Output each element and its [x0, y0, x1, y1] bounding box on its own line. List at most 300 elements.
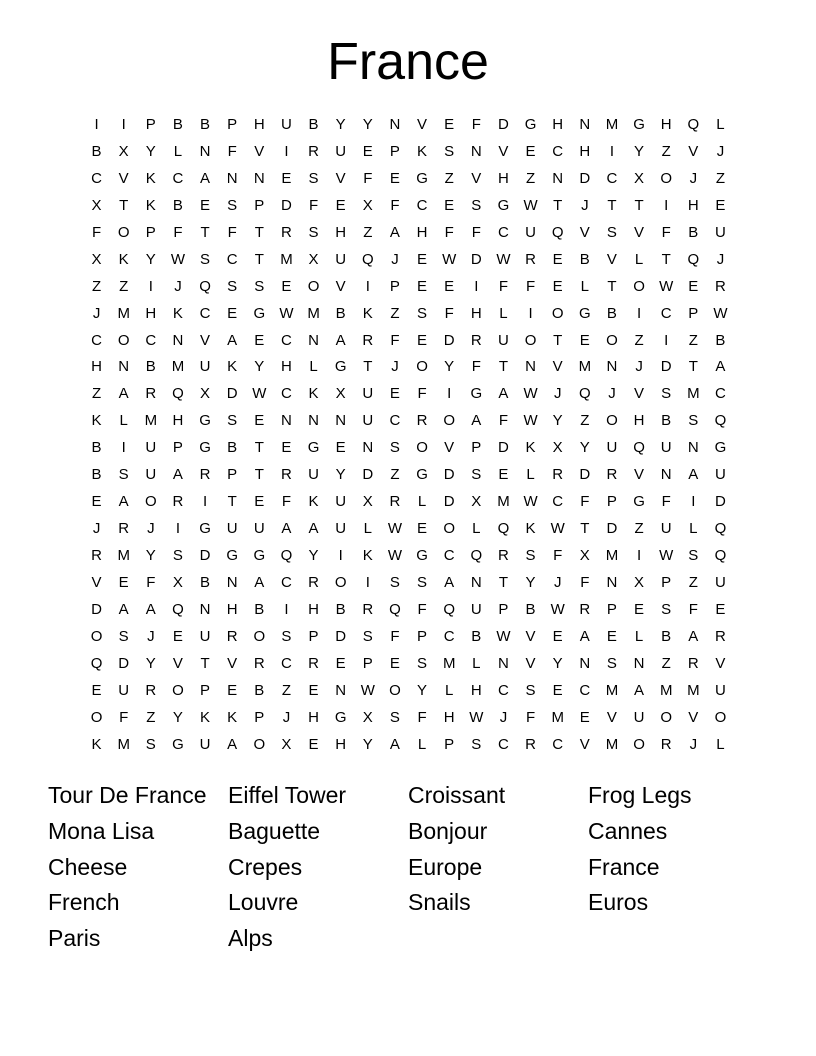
grid-letter[interactable]: T: [254, 223, 264, 241]
grid-letter[interactable]: S: [200, 250, 211, 268]
grid-letter[interactable]: H: [308, 708, 319, 726]
grid-letter[interactable]: G: [253, 304, 266, 322]
grid-letter[interactable]: Z: [715, 169, 726, 187]
grid-letter[interactable]: V: [552, 358, 563, 376]
grid-letter[interactable]: A: [308, 520, 319, 538]
grid-letter[interactable]: D: [498, 439, 509, 457]
grid-letter[interactable]: E: [552, 627, 563, 645]
grid-letter[interactable]: C: [281, 654, 292, 672]
grid-letter[interactable]: T: [661, 250, 671, 268]
grid-letter[interactable]: Y: [335, 116, 346, 133]
grid-letter[interactable]: E: [579, 331, 590, 349]
grid-letter[interactable]: S: [606, 223, 617, 241]
grid-letter[interactable]: G: [416, 169, 428, 187]
grid-letter[interactable]: Q: [172, 600, 184, 618]
grid-letter[interactable]: S: [417, 573, 428, 591]
grid-letter[interactable]: E: [688, 277, 699, 295]
grid-letter[interactable]: Z: [444, 169, 454, 187]
grid-letter[interactable]: D: [226, 385, 238, 403]
grid-letter[interactable]: Z: [634, 520, 644, 538]
grid-letter[interactable]: N: [199, 600, 211, 618]
grid-letter[interactable]: O: [606, 412, 618, 430]
grid-letter[interactable]: H: [470, 304, 482, 322]
grid-letter[interactable]: T: [254, 250, 264, 268]
grid-letter[interactable]: S: [688, 547, 699, 564]
grid-letter[interactable]: V: [227, 654, 238, 672]
grid-letter[interactable]: C: [443, 627, 455, 645]
grid-letter[interactable]: W: [523, 493, 538, 511]
grid-letter[interactable]: R: [172, 493, 184, 511]
grid-letter[interactable]: Q: [497, 520, 510, 538]
grid-letter[interactable]: J: [689, 169, 698, 187]
grid-letter[interactable]: L: [309, 358, 318, 376]
grid-letter[interactable]: O: [606, 331, 618, 349]
grid-letter[interactable]: U: [470, 600, 482, 618]
grid-letter[interactable]: A: [715, 358, 726, 376]
grid-letter[interactable]: P: [606, 493, 617, 511]
grid-letter[interactable]: R: [145, 681, 157, 699]
grid-letter[interactable]: D: [715, 493, 726, 511]
grid-letter[interactable]: W: [387, 520, 403, 538]
grid-letter[interactable]: C: [226, 250, 238, 268]
grid-letter[interactable]: I: [664, 196, 669, 214]
grid-letter[interactable]: B: [200, 116, 211, 133]
grid-letter[interactable]: H: [416, 223, 428, 241]
grid-letter[interactable]: M: [280, 250, 293, 268]
grid-letter[interactable]: M: [605, 116, 619, 133]
grid-letter[interactable]: F: [661, 493, 671, 511]
grid-letter[interactable]: E: [281, 169, 292, 187]
grid-letter[interactable]: L: [363, 520, 372, 538]
grid-letter[interactable]: N: [579, 116, 591, 133]
grid-letter[interactable]: S: [281, 627, 292, 645]
grid-letter[interactable]: X: [362, 708, 373, 726]
grid-letter[interactable]: P: [471, 439, 482, 457]
grid-letter[interactable]: G: [714, 439, 727, 457]
grid-letter[interactable]: F: [173, 223, 183, 241]
grid-letter[interactable]: S: [389, 573, 400, 591]
grid-letter[interactable]: J: [716, 142, 725, 160]
grid-letter[interactable]: H: [443, 708, 455, 726]
grid-letter[interactable]: A: [389, 223, 400, 241]
grid-letter[interactable]: M: [578, 358, 592, 376]
grid-letter[interactable]: K: [227, 708, 238, 726]
grid-letter[interactable]: S: [254, 277, 265, 295]
grid-letter[interactable]: S: [118, 627, 129, 645]
grid-letter[interactable]: L: [526, 466, 535, 484]
grid-letter[interactable]: Q: [687, 116, 700, 133]
grid-letter[interactable]: E: [417, 520, 428, 538]
grid-letter[interactable]: O: [172, 681, 184, 699]
grid-letter[interactable]: Y: [417, 681, 428, 699]
grid-letter[interactable]: A: [498, 385, 509, 403]
grid-letter[interactable]: N: [606, 573, 618, 591]
grid-letter[interactable]: B: [661, 412, 672, 430]
grid-letter[interactable]: J: [92, 520, 101, 538]
grid-letter[interactable]: T: [688, 358, 698, 376]
grid-letter[interactable]: S: [525, 681, 536, 699]
grid-letter[interactable]: L: [173, 142, 183, 160]
grid-letter[interactable]: U: [660, 439, 672, 457]
grid-letter[interactable]: A: [281, 520, 292, 538]
grid-letter[interactable]: M: [117, 735, 130, 753]
grid-letter[interactable]: P: [145, 116, 156, 133]
grid-letter[interactable]: C: [91, 169, 102, 187]
grid-letter[interactable]: F: [471, 223, 481, 241]
grid-letter[interactable]: D: [660, 358, 672, 376]
grid-letter[interactable]: J: [553, 385, 562, 403]
grid-letter[interactable]: E: [91, 681, 102, 699]
grid-letter[interactable]: U: [715, 466, 726, 484]
grid-letter[interactable]: G: [334, 708, 347, 726]
grid-letter[interactable]: O: [633, 277, 645, 295]
grid-letter[interactable]: V: [579, 735, 590, 753]
grid-letter[interactable]: I: [447, 385, 452, 403]
grid-letter[interactable]: J: [174, 277, 182, 295]
grid-letter[interactable]: V: [254, 142, 265, 160]
grid-letter[interactable]: F: [444, 304, 454, 322]
grid-letter[interactable]: P: [606, 600, 617, 618]
grid-letter[interactable]: X: [362, 493, 373, 511]
grid-letter[interactable]: T: [254, 466, 264, 484]
grid-letter[interactable]: R: [362, 331, 374, 349]
grid-letter[interactable]: G: [199, 412, 211, 430]
grid-letter[interactable]: P: [389, 277, 400, 295]
grid-letter[interactable]: C: [715, 385, 726, 403]
grid-letter[interactable]: I: [94, 116, 99, 133]
grid-letter[interactable]: K: [525, 439, 536, 457]
grid-letter[interactable]: A: [145, 600, 156, 618]
grid-letter[interactable]: R: [253, 654, 265, 672]
grid-letter[interactable]: X: [200, 385, 211, 403]
grid-letter[interactable]: V: [91, 573, 102, 591]
grid-letter[interactable]: N: [335, 681, 347, 699]
grid-letter[interactable]: S: [227, 196, 238, 214]
grid-letter[interactable]: Y: [335, 466, 346, 484]
grid-letter[interactable]: S: [227, 412, 238, 430]
grid-letter[interactable]: Q: [714, 412, 727, 430]
grid-letter[interactable]: E: [417, 277, 428, 295]
grid-letter[interactable]: R: [525, 250, 536, 268]
grid-letter[interactable]: J: [581, 196, 589, 214]
grid-letter[interactable]: S: [606, 654, 617, 672]
grid-letter[interactable]: L: [445, 681, 454, 699]
grid-letter[interactable]: N: [687, 439, 699, 457]
grid-letter[interactable]: K: [362, 304, 373, 322]
grid-letter[interactable]: H: [687, 196, 699, 214]
grid-letter[interactable]: D: [579, 466, 591, 484]
grid-letter[interactable]: W: [496, 250, 511, 268]
grid-letter[interactable]: N: [633, 654, 645, 672]
grid-letter[interactable]: O: [443, 412, 456, 430]
grid-letter[interactable]: L: [716, 735, 725, 753]
grid-letter[interactable]: C: [91, 331, 102, 349]
grid-letter[interactable]: W: [496, 627, 511, 645]
grid-letter[interactable]: N: [579, 654, 591, 672]
grid-letter[interactable]: M: [144, 412, 158, 430]
grid-letter[interactable]: M: [307, 304, 320, 322]
grid-letter[interactable]: F: [688, 600, 698, 618]
grid-letter[interactable]: U: [715, 223, 726, 241]
grid-letter[interactable]: K: [172, 304, 183, 322]
grid-letter[interactable]: N: [226, 169, 238, 187]
grid-letter[interactable]: C: [498, 681, 509, 699]
grid-letter[interactable]: F: [580, 493, 590, 511]
grid-letter[interactable]: I: [609, 142, 615, 160]
grid-letter[interactable]: R: [552, 466, 564, 484]
grid-letter[interactable]: N: [172, 331, 184, 349]
grid-letter[interactable]: L: [119, 412, 128, 430]
grid-letter[interactable]: Z: [661, 142, 671, 160]
grid-letter[interactable]: A: [634, 681, 645, 699]
grid-letter[interactable]: U: [145, 466, 157, 484]
grid-letter[interactable]: S: [471, 196, 482, 214]
grid-letter[interactable]: Y: [444, 358, 455, 376]
grid-letter[interactable]: G: [307, 439, 320, 457]
grid-letter[interactable]: W: [170, 250, 186, 268]
grid-letter[interactable]: E: [254, 493, 265, 511]
grid-letter[interactable]: G: [199, 439, 211, 457]
grid-letter[interactable]: H: [335, 223, 347, 241]
grid-letter[interactable]: F: [471, 358, 481, 376]
grid-letter[interactable]: R: [91, 547, 102, 564]
grid-letter[interactable]: C: [443, 547, 455, 564]
grid-letter[interactable]: U: [335, 142, 347, 160]
grid-letter[interactable]: S: [389, 708, 400, 726]
grid-letter[interactable]: R: [715, 277, 726, 295]
grid-letter[interactable]: N: [552, 169, 564, 187]
grid-letter[interactable]: N: [606, 358, 618, 376]
grid-letter[interactable]: S: [471, 466, 482, 484]
grid-letter[interactable]: R: [362, 600, 374, 618]
grid-letter[interactable]: J: [282, 708, 291, 726]
grid-letter[interactable]: G: [199, 520, 211, 538]
grid-letter[interactable]: M: [605, 681, 619, 699]
grid-letter[interactable]: P: [308, 627, 319, 645]
grid-letter[interactable]: E: [335, 439, 346, 457]
grid-letter[interactable]: N: [226, 573, 238, 591]
grid-letter[interactable]: E: [715, 196, 726, 214]
grid-letter[interactable]: O: [117, 223, 130, 241]
grid-letter[interactable]: A: [444, 573, 455, 591]
grid-letter[interactable]: F: [498, 412, 509, 430]
grid-letter[interactable]: I: [636, 304, 642, 322]
grid-letter[interactable]: T: [119, 196, 129, 214]
grid-letter[interactable]: R: [226, 627, 238, 645]
grid-letter[interactable]: P: [172, 439, 183, 457]
grid-letter[interactable]: V: [579, 223, 590, 241]
grid-letter[interactable]: R: [308, 654, 319, 672]
grid-letter[interactable]: H: [281, 358, 292, 376]
grid-letter[interactable]: A: [227, 735, 238, 753]
grid-letter[interactable]: U: [525, 223, 536, 241]
grid-letter[interactable]: F: [390, 627, 400, 645]
grid-letter[interactable]: X: [172, 573, 183, 591]
grid-letter[interactable]: M: [442, 654, 456, 672]
grid-letter[interactable]: V: [525, 627, 536, 645]
grid-letter[interactable]: L: [580, 277, 589, 295]
grid-letter[interactable]: H: [91, 358, 102, 376]
grid-letter[interactable]: R: [606, 466, 618, 484]
grid-letter[interactable]: U: [199, 735, 211, 753]
grid-letter[interactable]: R: [308, 142, 319, 160]
grid-letter[interactable]: Y: [145, 142, 156, 160]
grid-letter[interactable]: Q: [551, 223, 564, 241]
grid-letter[interactable]: O: [416, 358, 428, 376]
grid-letter[interactable]: C: [172, 169, 184, 187]
grid-letter[interactable]: B: [172, 116, 183, 133]
grid-letter[interactable]: Z: [281, 681, 292, 699]
grid-letter[interactable]: E: [254, 331, 265, 349]
grid-letter[interactable]: C: [281, 385, 292, 403]
grid-letter[interactable]: M: [687, 385, 700, 403]
grid-letter[interactable]: Q: [280, 547, 293, 564]
grid-letter[interactable]: V: [688, 708, 699, 726]
grid-letter[interactable]: S: [308, 223, 319, 241]
grid-letter[interactable]: H: [552, 116, 564, 133]
grid-letter[interactable]: V: [200, 331, 211, 349]
grid-letter[interactable]: O: [117, 331, 130, 349]
grid-letter[interactable]: G: [578, 304, 591, 322]
grid-letter[interactable]: E: [606, 627, 617, 645]
grid-letter[interactable]: U: [118, 681, 130, 699]
grid-letter[interactable]: N: [308, 331, 319, 349]
grid-letter[interactable]: F: [525, 708, 536, 726]
grid-letter[interactable]: K: [145, 196, 156, 214]
grid-letter[interactable]: E: [335, 196, 346, 214]
grid-letter[interactable]: F: [390, 196, 400, 214]
grid-letter[interactable]: U: [715, 681, 726, 699]
grid-letter[interactable]: G: [226, 547, 239, 564]
grid-letter[interactable]: C: [281, 573, 292, 591]
grid-letter[interactable]: B: [254, 681, 265, 699]
grid-letter[interactable]: I: [474, 277, 479, 295]
grid-letter[interactable]: I: [121, 439, 126, 457]
grid-letter[interactable]: H: [470, 681, 482, 699]
grid-letter[interactable]: D: [199, 547, 211, 564]
grid-letter[interactable]: S: [308, 169, 319, 187]
grid-letter[interactable]: P: [661, 573, 672, 591]
grid-letter[interactable]: E: [281, 277, 292, 295]
grid-letter[interactable]: D: [443, 331, 455, 349]
grid-letter[interactable]: C: [199, 304, 211, 322]
grid-letter[interactable]: Y: [552, 412, 563, 430]
grid-letter[interactable]: I: [528, 304, 533, 322]
grid-letter[interactable]: S: [172, 547, 183, 564]
grid-letter[interactable]: I: [121, 116, 126, 133]
grid-letter[interactable]: E: [444, 277, 455, 295]
grid-letter[interactable]: B: [715, 331, 726, 349]
grid-letter[interactable]: L: [689, 520, 698, 538]
grid-letter[interactable]: N: [362, 439, 374, 457]
grid-letter[interactable]: J: [391, 358, 399, 376]
grid-letter[interactable]: R: [118, 520, 130, 538]
grid-letter[interactable]: Y: [145, 250, 156, 268]
grid-letter[interactable]: C: [145, 331, 157, 349]
grid-letter[interactable]: X: [634, 573, 645, 591]
grid-letter[interactable]: S: [362, 627, 373, 645]
grid-letter[interactable]: W: [523, 412, 538, 430]
grid-letter[interactable]: U: [335, 520, 347, 538]
grid-letter[interactable]: O: [633, 735, 645, 753]
grid-letter[interactable]: K: [308, 493, 319, 511]
grid-letter[interactable]: H: [335, 735, 347, 753]
grid-letter[interactable]: J: [635, 358, 643, 376]
grid-letter[interactable]: X: [471, 493, 482, 511]
grid-letter[interactable]: M: [497, 493, 510, 511]
grid-letter[interactable]: Z: [688, 331, 698, 349]
grid-letter[interactable]: K: [308, 385, 319, 403]
grid-letter[interactable]: A: [227, 331, 238, 349]
grid-letter[interactable]: R: [308, 573, 319, 591]
grid-letter[interactable]: E: [525, 142, 536, 160]
grid-letter[interactable]: Y: [145, 547, 156, 564]
grid-letter[interactable]: V: [335, 277, 346, 295]
grid-letter[interactable]: U: [253, 520, 265, 538]
grid-letter[interactable]: V: [688, 142, 699, 160]
grid-letter[interactable]: L: [417, 493, 427, 511]
grid-letter[interactable]: P: [145, 223, 156, 241]
grid-letter[interactable]: H: [498, 169, 509, 187]
grid-letter[interactable]: W: [387, 547, 403, 564]
grid-letter[interactable]: S: [417, 654, 428, 672]
grid-letter[interactable]: A: [118, 600, 129, 618]
grid-letter[interactable]: I: [691, 493, 696, 511]
grid-letter[interactable]: Y: [172, 708, 183, 726]
grid-letter[interactable]: J: [92, 304, 101, 322]
grid-letter[interactable]: D: [281, 196, 292, 214]
grid-letter[interactable]: Y: [362, 735, 373, 753]
grid-letter[interactable]: C: [552, 735, 564, 753]
grid-letter[interactable]: E: [444, 116, 455, 133]
grid-letter[interactable]: W: [523, 385, 538, 403]
grid-letter[interactable]: F: [91, 223, 102, 241]
grid-letter[interactable]: Q: [714, 547, 727, 564]
grid-letter[interactable]: B: [335, 600, 346, 618]
grid-letter[interactable]: F: [119, 708, 129, 726]
grid-letter[interactable]: U: [633, 708, 645, 726]
grid-letter[interactable]: Y: [634, 142, 645, 160]
grid-letter[interactable]: I: [175, 520, 181, 538]
grid-letter[interactable]: Z: [91, 277, 102, 295]
grid-letter[interactable]: X: [362, 196, 373, 214]
grid-letter[interactable]: Z: [146, 708, 156, 726]
grid-letter[interactable]: S: [118, 466, 129, 484]
grid-letter[interactable]: M: [117, 547, 130, 564]
grid-letter[interactable]: J: [147, 627, 155, 645]
grid-letter[interactable]: P: [389, 142, 400, 160]
grid-letter[interactable]: P: [254, 196, 265, 214]
grid-letter[interactable]: F: [661, 223, 671, 241]
grid-letter[interactable]: T: [553, 331, 563, 349]
grid-letter[interactable]: U: [199, 627, 211, 645]
grid-letter[interactable]: Z: [91, 385, 102, 403]
grid-letter[interactable]: E: [308, 735, 319, 753]
grid-letter[interactable]: C: [498, 223, 509, 241]
grid-letter[interactable]: U: [498, 331, 509, 349]
grid-letter[interactable]: J: [689, 735, 698, 753]
grid-letter[interactable]: Q: [687, 250, 700, 268]
grid-letter[interactable]: R: [281, 466, 292, 484]
grid-letter[interactable]: B: [661, 627, 672, 645]
grid-letter[interactable]: V: [417, 116, 428, 133]
grid-letter[interactable]: Q: [172, 385, 184, 403]
grid-letter[interactable]: D: [362, 466, 374, 484]
grid-letter[interactable]: A: [118, 385, 129, 403]
grid-letter[interactable]: F: [363, 169, 373, 187]
grid-letter[interactable]: E: [362, 142, 373, 160]
grid-letter[interactable]: O: [144, 493, 157, 511]
